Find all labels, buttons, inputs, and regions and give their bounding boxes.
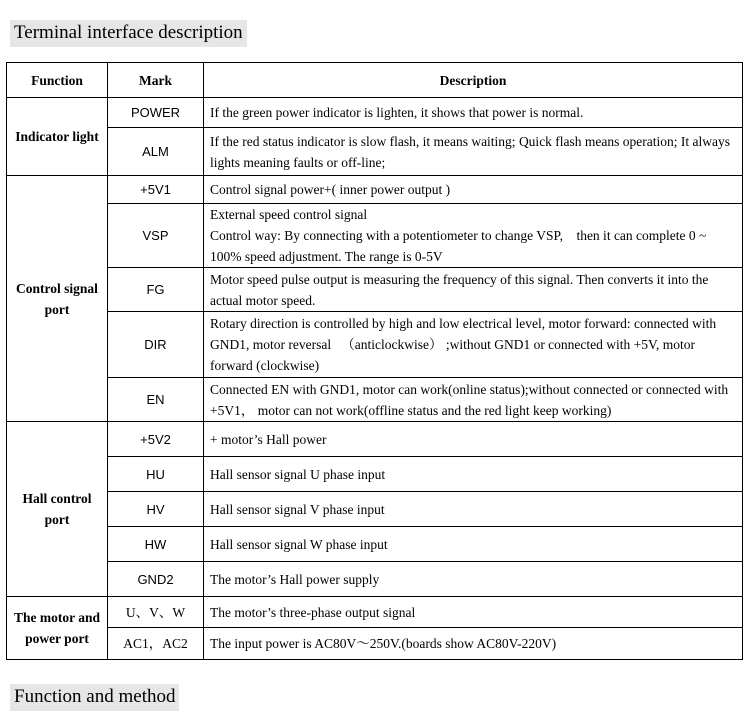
- header-mark: Mark: [108, 63, 204, 98]
- description-cell: Hall sensor signal U phase input: [204, 457, 743, 492]
- description-cell: Motor speed pulse output is measuring the frequency of this signal. Then converts it into the actual motor speed.: [204, 268, 743, 312]
- mark-cell: DIR: [108, 312, 204, 378]
- table-row: [7, 457, 743, 492]
- description-cell: If the red status indicator is slow flash, it means waiting; Quick flash means operation; It always lights meaning faults or off-line;: [204, 128, 743, 176]
- description-cell: Hall sensor signal W phase input: [204, 527, 743, 562]
- table-row: [7, 628, 743, 660]
- table-row: [7, 98, 743, 128]
- function-cell: Control signal port: [7, 176, 108, 422]
- mark-cell: EN: [108, 378, 204, 422]
- table-row: [7, 128, 743, 176]
- table-row: [7, 204, 743, 268]
- mark-cell: +5V2: [108, 422, 204, 457]
- mark-cell: GND2: [108, 562, 204, 597]
- mark-cell: VSP: [108, 204, 204, 268]
- description-cell: Control signal power+( inner power output ): [204, 176, 743, 204]
- function-cell: The motor and power port: [7, 597, 108, 660]
- table-row: [7, 268, 743, 312]
- description-cell: Connected EN with GND1, motor can work(online status);without connected or connected with +5V1， motor can not work(offline status and the red light keep working): [204, 378, 743, 422]
- section-heading-terminal: Terminal interface description: [10, 20, 247, 47]
- header-description: Description: [204, 63, 743, 98]
- table-header-row: [7, 63, 743, 98]
- table-row: [7, 312, 743, 378]
- section-heading-function-method: Function and method: [10, 684, 179, 711]
- mark-cell: POWER: [108, 98, 204, 128]
- function-cell: Indicator light: [7, 98, 108, 176]
- description-cell: The input power is AC80V～250V.(boards show AC80V-220V): [204, 628, 743, 660]
- mark-cell: ALM: [108, 128, 204, 176]
- description-line: Control way: By connecting with a potentiometer to change VSP, then it can complete 0 ~ 100% speed adjustment. The range is 0-5V: [210, 228, 707, 264]
- table-row: [7, 422, 743, 457]
- table-row: [7, 527, 743, 562]
- table-row: [7, 597, 743, 628]
- description-cell: If the green power indicator is lighten, it shows that power is normal.: [204, 98, 743, 128]
- mark-cell: HW: [108, 527, 204, 562]
- mark-cell: FG: [108, 268, 204, 312]
- mark-cell: U、V、W: [108, 597, 204, 628]
- header-function: Function: [7, 63, 108, 98]
- description-cell: Hall sensor signal V phase input: [204, 492, 743, 527]
- mark-cell: +5V1: [108, 176, 204, 204]
- table-row: [7, 562, 743, 597]
- description-cell: + motor’s Hall power: [204, 422, 743, 457]
- mark-cell: AC1，AC2: [108, 628, 204, 660]
- description-line: External speed control signal: [210, 207, 368, 222]
- description-cell: The motor’s Hall power supply: [204, 562, 743, 597]
- description-cell: Rotary direction is controlled by high and low electrical level, motor forward: connected with GND1, motor reversal （anticlockwise） ;without GND1 or connected with +5V, motor forward (clockwise): [204, 312, 743, 378]
- table-row: [7, 176, 743, 204]
- terminal-table: [6, 62, 743, 660]
- table-row: [7, 492, 743, 527]
- description-cell: The motor’s three-phase output signal: [204, 597, 743, 628]
- mark-cell: HU: [108, 457, 204, 492]
- function-cell: Hall control port: [7, 422, 108, 597]
- description-cell: [204, 204, 743, 268]
- table-row: [7, 378, 743, 422]
- mark-cell: HV: [108, 492, 204, 527]
